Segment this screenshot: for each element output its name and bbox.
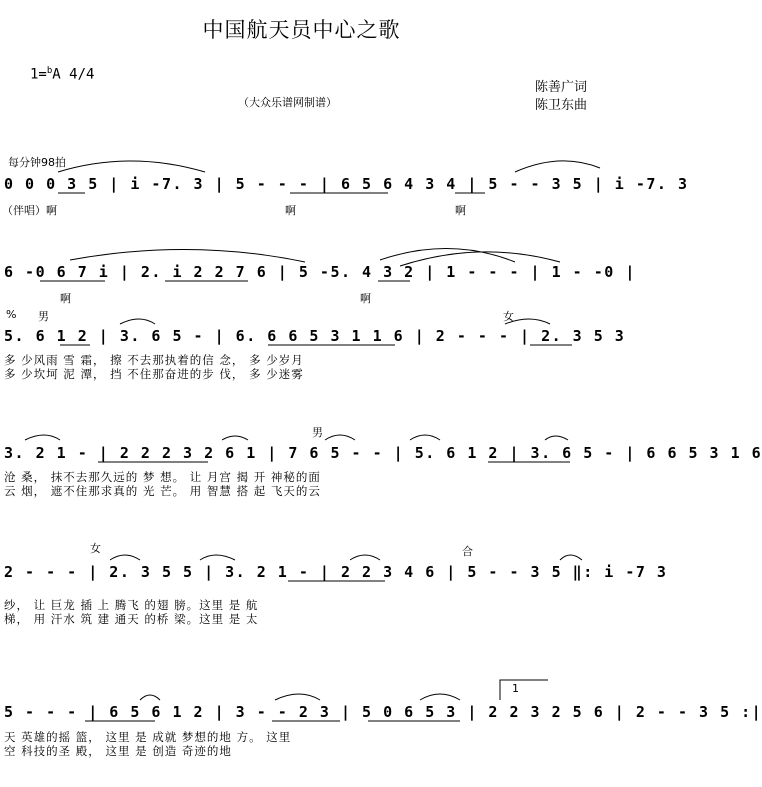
system-6-notes: 5 - - - | 6 5 6 1 2 | 3 - - 2 3 | 5 0 6 5 3 | 2 2 3 2 5 6 | 2 - - 3 5 :| — [4, 703, 762, 721]
tie — [350, 555, 380, 560]
tie — [410, 435, 440, 440]
system-5-notes: 2 - - - | 2. 3 5 5 | 3. 2 1 - | 2 2 3 4 6 | 5 - - 3 5 ‖: i -7 3 — [4, 563, 668, 581]
system-5-lyrics-v2: 梯， 用 汗水 筑 建 通天 的桥 梁。这里 是 太 — [4, 612, 259, 626]
voice-tag-male: 男 — [312, 426, 323, 439]
voice-tag-female: 女 — [503, 310, 514, 323]
tie — [110, 555, 140, 560]
tie — [325, 435, 355, 440]
tie — [560, 555, 582, 560]
tie — [420, 694, 460, 700]
voice-tag-tutti: 合 — [462, 545, 473, 558]
segno-sign: % — [6, 308, 17, 321]
system-1-notes: 0 0 0 3 5 | i -7. 3 | 5 - - - | 6 5 6 4 3 4 | 5 - - 3 5 | i -7. 3 — [4, 175, 689, 193]
system-3-lyrics-v1: 多 少风雨 雪 霜， 擦 不去那执着的信 念， 多 少岁月 — [4, 353, 304, 367]
tempo-mark: 每分钟98拍 — [8, 156, 66, 169]
tie — [222, 436, 248, 440]
volta-number: 1 — [512, 682, 519, 695]
voice-tag-female: 女 — [90, 542, 101, 555]
song-title: 中国航天员中心之歌 — [202, 18, 401, 42]
maker-note: （大众乐谱网制谱） — [238, 96, 337, 109]
system-2-notes: 6 -0 6 7 i | 2. i 2 2 7 6 | 5 -5. 4 3 2 | 1 - - - | 1 - -0 | — [4, 263, 636, 281]
accomp-tag: （伴唱）啊 — [2, 204, 57, 217]
slur — [58, 161, 205, 172]
system-4-lyrics-v2: 云 烟， 遮不住那求真的 光 芒。 用 智慧 搭 起 飞天的云 — [4, 484, 321, 498]
tie — [120, 319, 155, 324]
volta-bracket — [500, 680, 548, 700]
system-4-lyrics-v1: 沧 桑， 抹不去那久远的 梦 想。 让 月宫 揭 开 神秘的面 — [4, 470, 321, 484]
system-6-lyrics-v2: 空 科技的圣 殿， 这里 是 创造 奇迹的地 — [4, 744, 232, 758]
tie — [140, 695, 160, 700]
composer-credit: 陈卫东曲 — [535, 98, 588, 113]
tie — [275, 694, 320, 700]
flat-sign: b — [46, 66, 53, 76]
lyricist-credit: 陈善广词 — [535, 80, 588, 95]
system-4-notes: 3. 2 1 - | 2 2 2 3 2 6 1 | 7 6 5 - - | 5. 6 1 2 | 3. 6 5 - | 6 6 5 3 1 6 — [4, 444, 762, 462]
lyric-tag: 啊 — [455, 204, 466, 217]
slur — [70, 249, 305, 262]
voice-tag-male: 男 — [38, 310, 49, 323]
tie — [25, 435, 60, 440]
system-3-lyrics-v2: 多 少坎坷 泥 潭， 挡 不住那奋进的步 伐， 多 少迷雾 — [4, 367, 304, 381]
time-signature: 4/4 — [69, 66, 95, 83]
slur — [400, 252, 560, 266]
tie — [200, 555, 235, 560]
tie — [545, 436, 568, 440]
lyric-tag: 啊 — [285, 204, 296, 217]
key-prefix: 1= — [30, 66, 47, 83]
key-letter: A — [52, 66, 61, 83]
lyric-tag: 啊 — [60, 292, 71, 305]
slur — [515, 161, 600, 172]
system-3-notes: 5. 6 1 2 | 3. 6 5 - | 6. 6 6 5 3 1 1 6 | 2 - - - | 2. 3 5 3 — [4, 327, 626, 345]
tie — [505, 319, 550, 324]
system-6-lyrics-v1: 天 英雄的摇 篮， 这里 是 成就 梦想的地 方。 这里 — [4, 730, 292, 744]
lyric-tag: 啊 — [360, 292, 371, 305]
system-5-lyrics-v1: 纱， 让 巨龙 插 上 腾飞 的翅 膀。这里 是 航 — [4, 598, 259, 612]
